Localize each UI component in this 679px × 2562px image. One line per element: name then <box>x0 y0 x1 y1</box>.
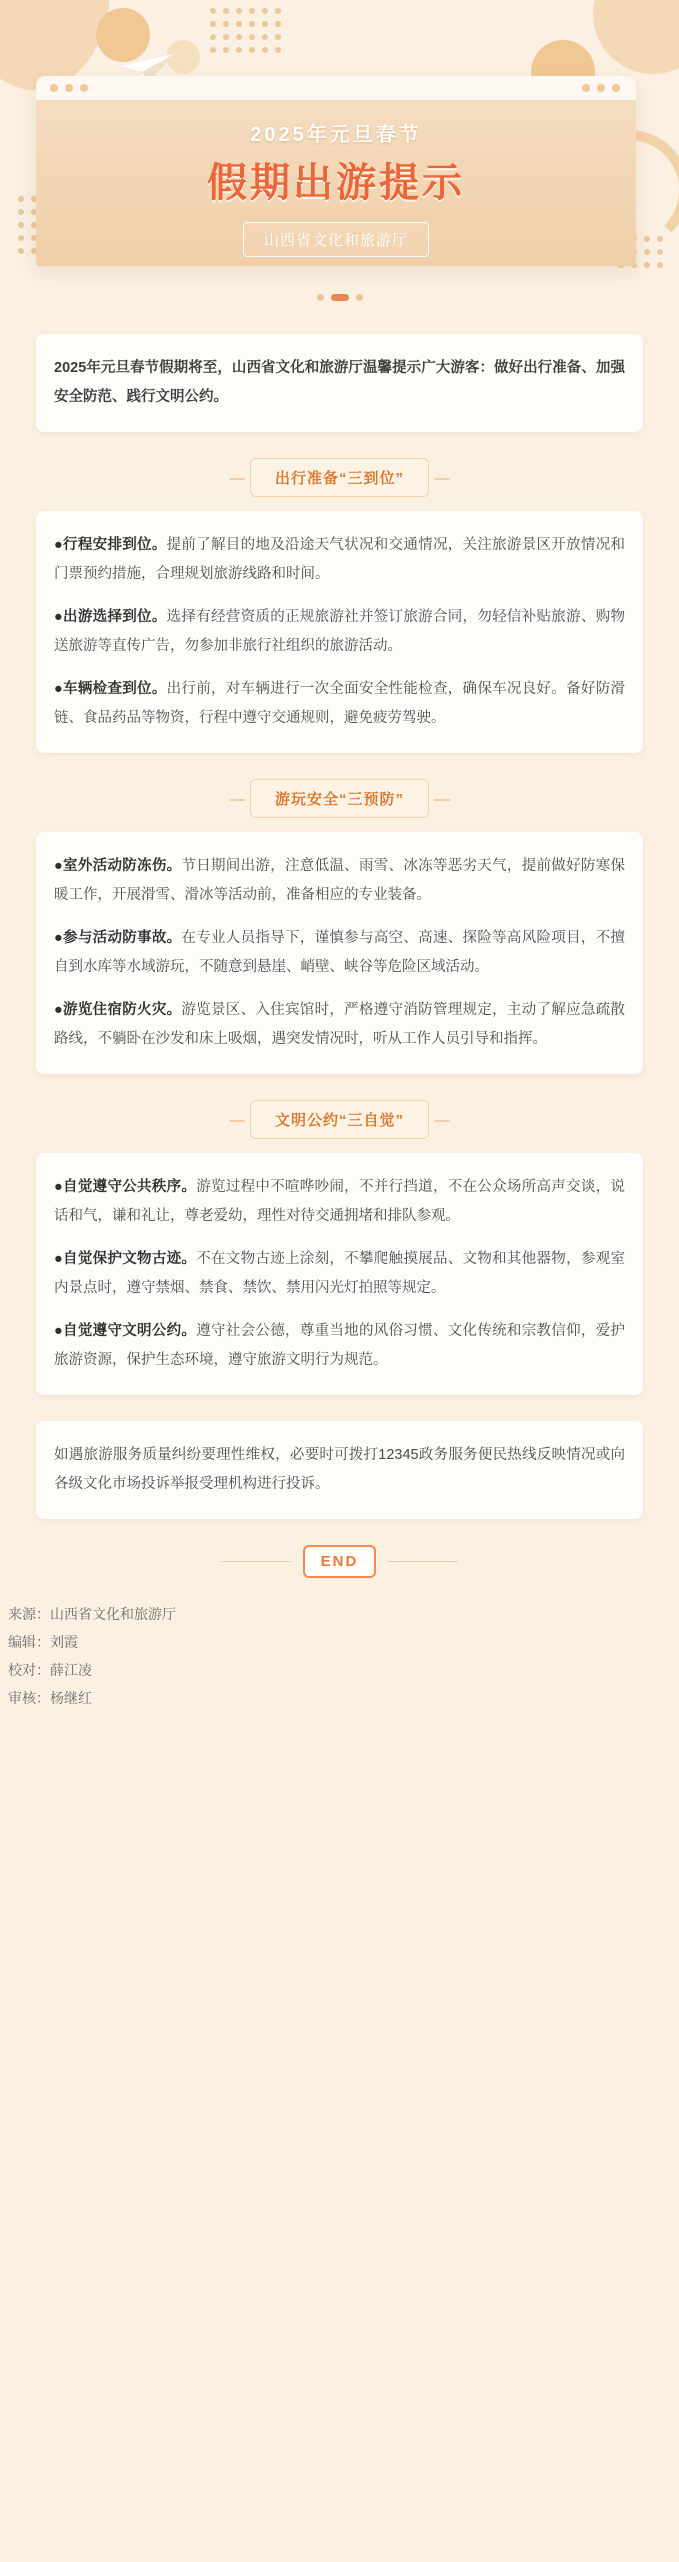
paragraph <box>54 675 625 733</box>
paragraph-lead: ●出游选择到位。 <box>54 609 167 625</box>
paragraph <box>54 996 625 1054</box>
paragraph-body: 选择有经营资质的正规旅游社并签订旅游合同，勿轻信补贴旅游、购物送旅游等直传广告，勿参加非旅行社组织的旅游活动。 <box>54 609 625 654</box>
pager-dot[interactable] <box>317 294 324 301</box>
section-preparation <box>36 458 643 753</box>
page-title: 假期出游提示 <box>207 161 465 205</box>
paragraph-lead: ●游览住宿防火灾。 <box>54 1002 182 1018</box>
section-safety <box>36 779 643 1074</box>
paragraph-lead: ●行程安排到位。 <box>54 537 167 553</box>
paragraph-lead: ●室外活动防冻伤。 <box>54 858 182 874</box>
paragraph-body: 节日期间出游，注意低温、雨雪、冰冻等恶劣天气，提前做好防寒保暖工作，开展滑雪、滑冰等活动前，准备相应的专业装备。 <box>54 858 625 903</box>
section-heading-label: 游玩安全“三预防” <box>250 779 429 818</box>
section-heading-label: 出行准备“三到位” <box>250 458 429 497</box>
hero-banner <box>0 0 679 320</box>
section-body-card <box>36 511 643 753</box>
end-marker <box>36 1545 643 1578</box>
end-badge: END <box>303 1545 377 1578</box>
window-dot <box>80 84 88 92</box>
paragraph-body: 出行前，对车辆进行一次全面安全性能检查，确保车况良好。备好防滑链、食品药品等物资，行程中遵守交通规则，避免疲劳驾驶。 <box>54 681 625 726</box>
decor-blob-top-right <box>593 0 679 74</box>
paragraph-lead: ●车辆检查到位。 <box>54 681 167 697</box>
section-body-card <box>36 832 643 1074</box>
paragraph-lead: ●参与活动防事故。 <box>54 930 182 946</box>
paragraph <box>54 1173 625 1231</box>
paragraph <box>54 603 625 661</box>
content-area <box>0 320 679 1578</box>
paragraph-body: 在专业人员指导下，谨慎参与高空、高速、探险等高风险项目，不擅自到水库等水域游玩，不随意到悬崖、峭壁、峡谷等危险区域活动。 <box>54 930 625 975</box>
paragraph-lead: ●自觉遵守文明公约。 <box>54 1323 197 1339</box>
section-heading <box>36 779 643 818</box>
paragraph-body: 提前了解目的地及沿途天气状况和交通情况，关注旅游景区开放情况和门票预约措施，合理规划旅游线路和时间。 <box>54 537 625 582</box>
credit-source: 来源：山西省文化和旅游厅 <box>8 1606 176 1622</box>
divider-left <box>221 1561 291 1562</box>
footer-credits <box>0 1600 679 1728</box>
closing-card <box>36 1421 643 1519</box>
paragraph-body: 遵守社会公德，尊重当地的风俗习惯、文化传统和宗教信仰，爱护旅游资源，保护生态环境，遵守旅游文明行为规范。 <box>54 1323 625 1368</box>
window-dot <box>50 84 58 92</box>
section-heading-label: 文明公约“三自觉” <box>250 1100 429 1139</box>
credit-editor: 编辑：刘霞 <box>8 1634 78 1650</box>
window-dot <box>612 84 620 92</box>
window-dot <box>65 84 73 92</box>
paragraph-body: 游览景区、入住宾馆时，严格遵守消防管理规定，主动了解应急疏散路线，不躺卧在沙发和床上吸烟，遇突发情况时，听从工作人员引导和指挥。 <box>54 1002 625 1047</box>
decor-dot-grid-top <box>210 8 281 53</box>
section-heading <box>36 458 643 497</box>
paragraph-lead: ●自觉遵守公共秩序。 <box>54 1179 197 1195</box>
section-body-card <box>36 1153 643 1395</box>
credit-proofreader: 校对：薛江凌 <box>8 1662 92 1678</box>
credit-reviewer: 审核：杨继红 <box>8 1690 92 1706</box>
carousel-pager[interactable] <box>0 294 679 301</box>
pager-dot[interactable] <box>356 294 363 301</box>
paragraph-body: 游览过程中不喧哗吵闹，不并行挡道，不在公众场所高声交谈，说话和气，谦和礼让，尊老爱幼，理性对待交通拥堵和排队参观。 <box>54 1179 625 1224</box>
organization-badge: 山西省文化和旅游厅 <box>243 222 429 257</box>
closing-text: 如遇旅游服务质量纠纷要理性维权，必要时可拨打12345政务服务便民热线反映情况或向各级文化市场投诉举报受理机构进行投诉。 <box>54 1447 625 1492</box>
pager-dot-active[interactable] <box>331 294 349 301</box>
paragraph <box>54 1245 625 1303</box>
window-dot <box>582 84 590 92</box>
title-block <box>36 100 636 266</box>
divider-right <box>388 1561 458 1562</box>
window-titlebar <box>36 76 636 100</box>
paragraph-body: 不在文物古迹上涂刻，不攀爬触摸展品、文物和其他器物，参观室内景点时，遵守禁烟、禁食、禁饮、禁用闪光灯拍照等规定。 <box>54 1251 625 1296</box>
title-window-card <box>36 76 636 266</box>
lead-card <box>36 334 643 432</box>
subtitle-year: 2025年元旦春节 <box>250 124 422 146</box>
lead-text: 2025年元旦春节假期将至，山西省文化和旅游厅温馨提示广大游客：做好出行准备、加强安全防范、践行文明公约。 <box>54 360 625 405</box>
paragraph <box>54 531 625 589</box>
paragraph-lead: ●自觉保护文物古迹。 <box>54 1251 197 1267</box>
paragraph <box>54 852 625 910</box>
section-heading <box>36 1100 643 1139</box>
section-civility <box>36 1100 643 1395</box>
paragraph <box>54 924 625 982</box>
window-dot <box>597 84 605 92</box>
paragraph <box>54 1317 625 1375</box>
